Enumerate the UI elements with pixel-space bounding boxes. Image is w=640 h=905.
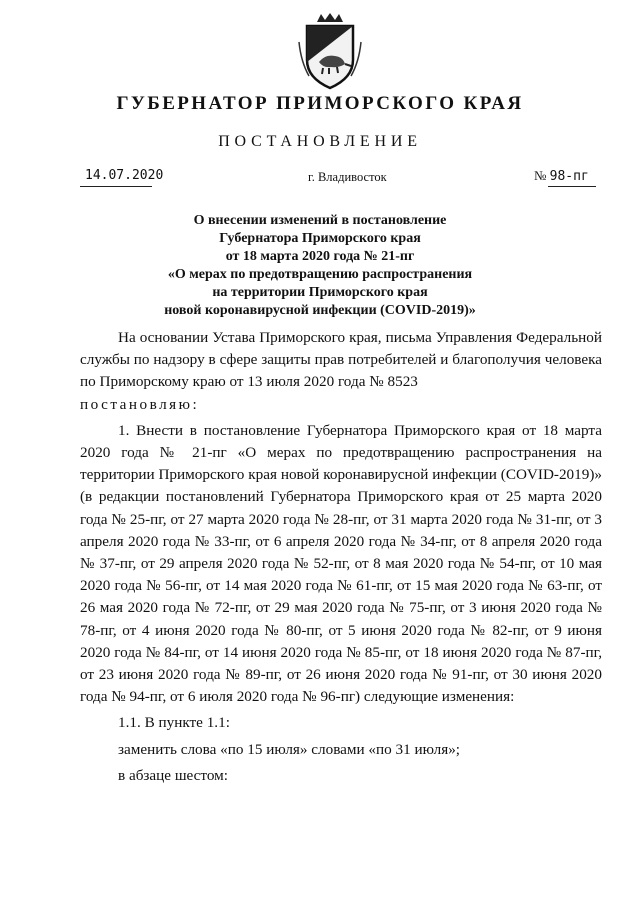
title-line: О внесении изменений в постановление [193,213,447,228]
document-title [80,212,560,320]
title-line: на территории Приморского края [212,285,428,300]
document-city: г. Владивосток [308,170,387,184]
title-line: «О мерах по предотвращению распространения [167,267,473,282]
title-line: новой коронавирусной инфекции (COVID-2019)» [164,303,476,318]
item-1-1-paragraph: 1.1. В пункте 1.1: [118,714,230,732]
title-line: Губернатора Приморского края [219,231,421,246]
coat-of-arms-icon [295,12,365,90]
document-number [534,168,589,184]
paragraph-six-heading: в абзаце шестом: [118,766,228,784]
replace-words-paragraph: заменить слова «по 15 июля» словами «по 31 июля»; [118,740,461,758]
document-type: ПОСТАНОВЛЕНИЕ [218,133,422,150]
preamble-paragraph: На основании Устава Приморского края, письма Управления Федеральной службы по надзору в сфере защиты прав потребителей и благополучия человека по Приморскому краю от 13 июля 2020 года № 8523 [80,329,602,391]
decree-word: постановляю: [80,395,200,413]
number-value: 98-пг [549,169,589,184]
document-body [80,327,602,787]
document-date: 14.07.2020 [85,168,164,183]
document-meta-row [0,168,640,192]
number-underline [548,186,596,187]
item-1-paragraph: 1. Внести в постановление Губернатора Приморского края от 18 марта 2020 года № 21-пг «О мерах по предотвращению распространения на территории Приморского края новой коронавирусной инфекции (COVID-2019)» (в редакции постановлений Губернатора Приморского края от 25 марта 2020 года № 25-пг, от 27 марта 2020 года № 28-пг, от 31 марта 2020 года № 31-пг, от 3 апреля 2020 года № 33-пг, от 6 апреля 2020 года № 34-пг, от 8 апреля 2020 года № 37-пг, от 29 апреля 2020 года № 52-пг, от 8 мая 2020 года № 54-пг, от 10 мая 2020 года № 56-пг, от 14 мая 2020 года № 61-пг, от 15 мая 2020 года № 63-пг, от 26 мая 2020 года № 72-пг, от 29 мая 2020 года № 75-пг, от 3 июня 2020 года № 78-пг, от 4 июня 2020 года № 80-пг, от 5 июня 2020 года № 82-пг, от 9 июня 2020 года № 84-пг, от 14 июня 2020 года № 85-пг, от 18 июня 2020 года № 87-пг, от 23 июня 2020 года № 89-пг, от 26 июня 2020 года № 91-пг, от 30 июня 2020 года № 94-пг, от 6 июля 2020 года № 96-пг) следующие изменения: [80,421,602,706]
number-prefix: № [534,168,547,183]
organization-name: ГУБЕРНАТОР ПРИМОРСКОГО КРАЯ [116,93,524,114]
title-line: от 18 марта 2020 года № 21-пг [225,249,415,264]
date-underline [80,186,152,187]
